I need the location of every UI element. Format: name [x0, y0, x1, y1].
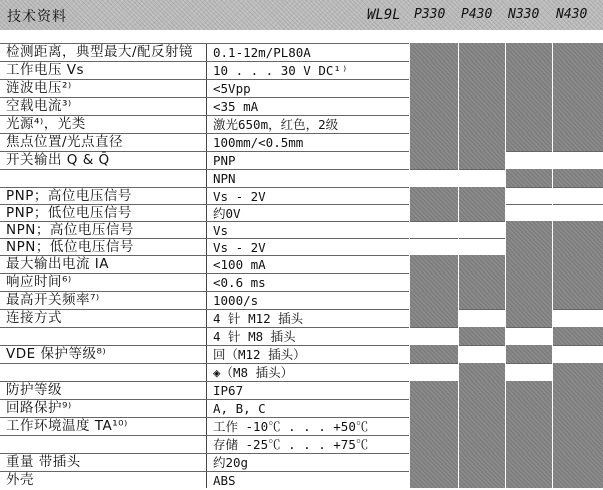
- spec-row: [0, 417, 603, 435]
- variant-applicability-cell: [552, 61, 603, 79]
- variant-applicability-cell: [552, 327, 603, 345]
- param-label: 响应时间⁶⁾: [6, 274, 72, 290]
- variant-applicability-cell: [505, 291, 552, 309]
- param-value: 100mm/<0.5mm: [213, 135, 304, 150]
- param-value: ◈（M8 插头）: [213, 365, 294, 380]
- variant-applicability-cell: [552, 399, 603, 417]
- variant-applicability-cell: [505, 417, 552, 435]
- variant-applicability-cell: [409, 169, 458, 187]
- variant-applicability-cell: [505, 453, 552, 471]
- variant-applicability-cell: [409, 238, 458, 255]
- param-label: 防护等级: [6, 382, 62, 398]
- column-separator: [206, 436, 207, 453]
- variant-applicability-cell: [552, 291, 603, 309]
- spec-row: [0, 151, 603, 169]
- variant-applicability-cell: [409, 133, 458, 151]
- param-label: PNP；低位电压信号: [6, 205, 132, 221]
- param-value: 4 针 M8 插头: [213, 329, 296, 344]
- spec-row: [0, 381, 603, 399]
- param-value: 1000/s: [213, 293, 259, 308]
- variant-applicability-cell: [458, 169, 505, 187]
- variant-applicability-cell: [552, 453, 603, 471]
- spec-row: [0, 309, 603, 327]
- spec-row: [0, 43, 603, 61]
- variant-applicability-cell: [409, 453, 458, 471]
- param-label: 开关输出 Q & Q̄: [6, 152, 110, 168]
- variant-applicability-cell: [409, 79, 458, 97]
- variant-applicability-cell: [409, 381, 458, 399]
- variant-applicability-cell: [505, 79, 552, 97]
- param-label: 外壳: [6, 472, 34, 488]
- variant-applicability-cell: [458, 417, 505, 435]
- variant-applicability-cell: [552, 381, 603, 399]
- variant-applicability-cell: [505, 221, 552, 238]
- variant-applicability-cell: [458, 238, 505, 255]
- variant-applicability-cell: [505, 204, 552, 221]
- variant-applicability-cell: [552, 43, 603, 61]
- param-label: [6, 328, 206, 345]
- variant-applicability-cell: [458, 204, 505, 221]
- variant-applicability-cell: [552, 169, 603, 187]
- spec-row: [0, 115, 603, 133]
- variant-applicability-cell: [505, 399, 552, 417]
- variant-applicability-cell: [552, 273, 603, 291]
- variant-applicability-cell: [458, 381, 505, 399]
- variant-applicability-cell: [458, 363, 505, 381]
- variant-applicability-cell: [552, 238, 603, 255]
- param-value: IP67: [213, 383, 244, 398]
- column-separator: [206, 222, 207, 238]
- column-separator: [206, 346, 207, 363]
- variant-applicability-cell: [458, 273, 505, 291]
- column-separator: [206, 454, 207, 471]
- variant-applicability-cell: [409, 363, 458, 381]
- variant-applicability-cell: [458, 399, 505, 417]
- variant-applicability-cell: [458, 61, 505, 79]
- spec-row: [0, 187, 603, 204]
- column-separator: [206, 292, 207, 309]
- variant-applicability-cell: [505, 187, 552, 204]
- column-separator: [206, 170, 207, 187]
- variant-applicability-cell: [458, 79, 505, 97]
- column-separator: [206, 44, 207, 61]
- param-label: [6, 170, 206, 187]
- variant-applicability-cell: [458, 255, 505, 273]
- variant-applicability-cell: [505, 309, 552, 327]
- spec-row: [0, 238, 603, 255]
- spec-row: [0, 204, 603, 221]
- variant-n430: N430: [556, 7, 588, 22]
- variant-applicability-cell: [409, 221, 458, 238]
- header-title: 技术资料: [7, 9, 67, 25]
- column-separator: [206, 400, 207, 417]
- column-separator: [206, 472, 207, 488]
- variant-applicability-cell: [409, 61, 458, 79]
- param-label: 重量 带插头: [6, 454, 81, 470]
- param-label: 工作电压 Vs: [6, 62, 85, 78]
- variant-applicability-cell: [505, 169, 552, 187]
- variant-applicability-cell: [409, 309, 458, 327]
- param-value: Vs: [213, 223, 229, 238]
- param-value: <100 mA: [213, 257, 266, 272]
- param-value: Vs - 2V: [213, 240, 266, 255]
- param-label: 最大输出电流 IA: [6, 256, 110, 272]
- variant-applicability-cell: [552, 133, 603, 151]
- variant-applicability-cell: [505, 133, 552, 151]
- variant-applicability-cell: [552, 345, 603, 363]
- column-separator: [206, 328, 207, 345]
- variant-applicability-cell: [409, 115, 458, 133]
- variant-applicability-cell: [505, 381, 552, 399]
- variant-wl9l: WL9L: [367, 7, 401, 23]
- variant-applicability-cell: [458, 221, 505, 238]
- variant-applicability-cell: [552, 435, 603, 453]
- variant-applicability-cell: [458, 327, 505, 345]
- param-value: 0.1-12m/PL80A: [213, 45, 311, 60]
- variant-applicability-cell: [409, 187, 458, 204]
- column-separator: [206, 205, 207, 221]
- param-value: <5Vpp: [213, 81, 251, 96]
- param-label: 检测距离，典型最大/配反射镜: [6, 44, 194, 60]
- spec-header: [0, 0, 603, 30]
- variant-applicability-cell: [552, 309, 603, 327]
- param-label: 最高开关频率⁷⁾: [6, 292, 100, 308]
- spec-row: [0, 273, 603, 291]
- param-label: 空载电流³⁾: [6, 98, 72, 114]
- spec-row: [0, 453, 603, 471]
- variant-applicability-cell: [505, 151, 552, 169]
- param-value: <0.6 ms: [213, 275, 266, 290]
- variant-applicability-cell: [409, 471, 458, 488]
- param-label: 光源⁴⁾，光类: [6, 116, 86, 132]
- variant-applicability-cell: [458, 97, 505, 115]
- column-separator: [206, 116, 207, 133]
- variant-applicability-cell: [552, 363, 603, 381]
- param-label: NPN；高位电压信号: [6, 222, 134, 238]
- param-label: 工作环境温度 TA¹⁰⁾: [6, 418, 128, 434]
- param-label: NPN；低位电压信号: [6, 239, 134, 255]
- param-value: 回（M12 插头）: [213, 347, 306, 362]
- variant-applicability-cell: [458, 291, 505, 309]
- variant-applicability-cell: [505, 61, 552, 79]
- param-label: VDE 保护等级⁸⁾: [6, 346, 107, 362]
- variant-applicability-cell: [552, 151, 603, 169]
- variant-applicability-cell: [458, 453, 505, 471]
- variant-applicability-cell: [458, 309, 505, 327]
- param-value: PNP: [213, 153, 236, 168]
- variant-applicability-cell: [552, 255, 603, 273]
- spec-row: [0, 363, 603, 381]
- param-value: NPN: [213, 171, 236, 186]
- column-separator: [206, 418, 207, 435]
- variant-applicability-cell: [505, 238, 552, 255]
- param-value: A, B, C: [213, 401, 266, 416]
- spec-row: [0, 345, 603, 363]
- variant-applicability-cell: [552, 115, 603, 133]
- variant-applicability-cell: [458, 345, 505, 363]
- variant-applicability-cell: [409, 327, 458, 345]
- column-separator: [206, 98, 207, 115]
- param-value: 10 . . . 30 V DC¹⁾: [213, 63, 349, 78]
- variant-applicability-cell: [505, 115, 552, 133]
- param-label: 连接方式: [6, 310, 62, 326]
- variant-applicability-cell: [552, 417, 603, 435]
- variant-applicability-cell: [409, 345, 458, 363]
- column-separator: [206, 239, 207, 255]
- variant-applicability-cell: [505, 327, 552, 345]
- column-separator: [206, 364, 207, 381]
- variant-n330: N330: [508, 7, 540, 22]
- column-separator: [206, 310, 207, 327]
- spec-row: [0, 221, 603, 238]
- column-separator: [206, 80, 207, 97]
- column-separator: [206, 62, 207, 79]
- spec-row: [0, 133, 603, 151]
- variant-applicability-cell: [409, 97, 458, 115]
- variant-applicability-cell: [458, 187, 505, 204]
- variant-applicability-cell: [552, 79, 603, 97]
- column-separator: [206, 152, 207, 169]
- variant-applicability-cell: [505, 43, 552, 61]
- spec-row: [0, 169, 603, 187]
- variant-applicability-cell: [552, 471, 603, 488]
- param-value: ABS: [213, 473, 236, 488]
- variant-applicability-cell: [505, 255, 552, 273]
- variant-applicability-cell: [409, 273, 458, 291]
- variant-applicability-cell: [552, 97, 603, 115]
- param-label: [6, 436, 206, 453]
- variant-applicability-cell: [458, 471, 505, 488]
- variant-applicability-cell: [552, 187, 603, 204]
- param-label: 回路保护⁹⁾: [6, 400, 72, 416]
- column-separator: [206, 134, 207, 151]
- param-label: [6, 364, 206, 381]
- variant-applicability-cell: [409, 291, 458, 309]
- variant-applicability-cell: [552, 221, 603, 238]
- variant-applicability-cell: [409, 399, 458, 417]
- variant-applicability-cell: [505, 471, 552, 488]
- param-label: 涟波电压²⁾: [6, 80, 72, 96]
- param-value: 约20g: [213, 455, 249, 470]
- spec-table: [0, 43, 603, 488]
- variant-applicability-cell: [409, 435, 458, 453]
- param-label: PNP；高位电压信号: [6, 188, 132, 204]
- variant-applicability-cell: [409, 255, 458, 273]
- variant-applicability-cell: [505, 363, 552, 381]
- variant-applicability-cell: [458, 115, 505, 133]
- param-label: 焦点位置/光点直径: [6, 134, 124, 150]
- param-value: 存储 -25℃ . . . +75℃: [213, 437, 369, 452]
- param-value: 激光650m，红色，2级: [213, 117, 339, 132]
- param-value: 工作 -10℃ . . . +50℃: [213, 419, 369, 434]
- variant-p330: P330: [414, 7, 446, 22]
- spec-row: [0, 79, 603, 97]
- param-value: Vs - 2V: [213, 189, 266, 204]
- spec-row: [0, 97, 603, 115]
- column-separator: [206, 188, 207, 204]
- variant-applicability-cell: [409, 43, 458, 61]
- variant-p430: P430: [461, 7, 493, 22]
- variant-applicability-cell: [409, 151, 458, 169]
- variant-applicability-cell: [409, 417, 458, 435]
- param-value: 约0V: [213, 206, 241, 221]
- variant-applicability-cell: [458, 133, 505, 151]
- variant-applicability-cell: [458, 151, 505, 169]
- variant-applicability-cell: [552, 204, 603, 221]
- column-separator: [206, 382, 207, 399]
- variant-applicability-cell: [458, 435, 505, 453]
- variant-applicability-cell: [505, 435, 552, 453]
- param-value: 4 针 M12 插头: [213, 311, 304, 326]
- variant-applicability-cell: [505, 97, 552, 115]
- column-separator: [206, 274, 207, 291]
- spec-row: [0, 255, 603, 273]
- variant-applicability-cell: [505, 345, 552, 363]
- variant-applicability-cell: [409, 204, 458, 221]
- spec-row: [0, 61, 603, 79]
- variant-applicability-cell: [505, 273, 552, 291]
- variant-applicability-cell: [458, 43, 505, 61]
- spec-row: [0, 291, 603, 309]
- spec-row: [0, 435, 603, 453]
- param-value: <35 mA: [213, 99, 259, 114]
- spec-row: [0, 327, 603, 345]
- spec-row: [0, 399, 603, 417]
- spec-row: [0, 471, 603, 488]
- column-separator: [206, 256, 207, 273]
